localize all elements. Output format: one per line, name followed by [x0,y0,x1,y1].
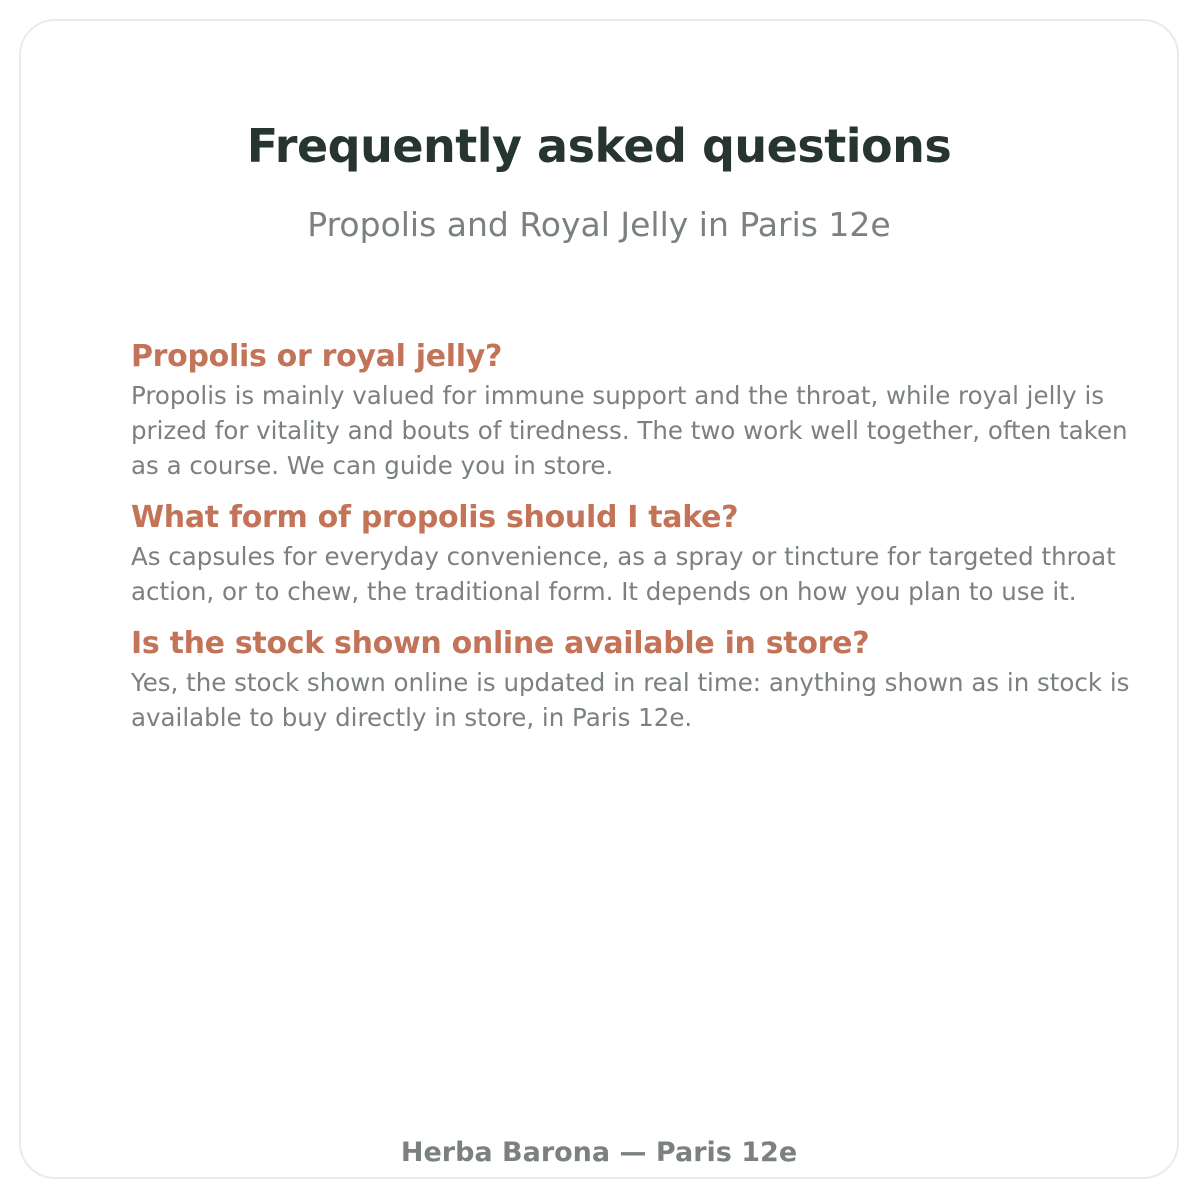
page-title: Frequently asked questions [246,119,952,173]
faq-answer: Yes, the stock shown online is updated in real time: anything shown as in stock is available to buy directly in store, in Paris 12e. [131,668,1130,732]
faq-item [131,338,1131,483]
page-subtitle: Propolis and Royal Jelly in Paris 12e [307,205,891,244]
faq-card [19,19,1179,1179]
faq-item [131,499,1131,609]
faq-list [131,338,1131,751]
faq-item [131,625,1131,735]
faq-question: Propolis or royal jelly? [131,339,503,374]
footer-store-name: Herba Barona — Paris 12e [400,1137,798,1168]
faq-answer: As capsules for everyday convenience, as a spray or tincture for targeted throat action, or to chew, the traditional form. It depends on how you plan to use it. [131,542,1116,606]
faq-question: Is the stock shown online available in store? [131,626,870,661]
faq-answer: Propolis is mainly valued for immune support and the throat, while royal jelly is prized for vitality and bouts of tiredness. The two work well together, often taken as a course. We can guide you in store. [131,381,1128,480]
faq-question: What form of propolis should I take? [131,500,739,535]
